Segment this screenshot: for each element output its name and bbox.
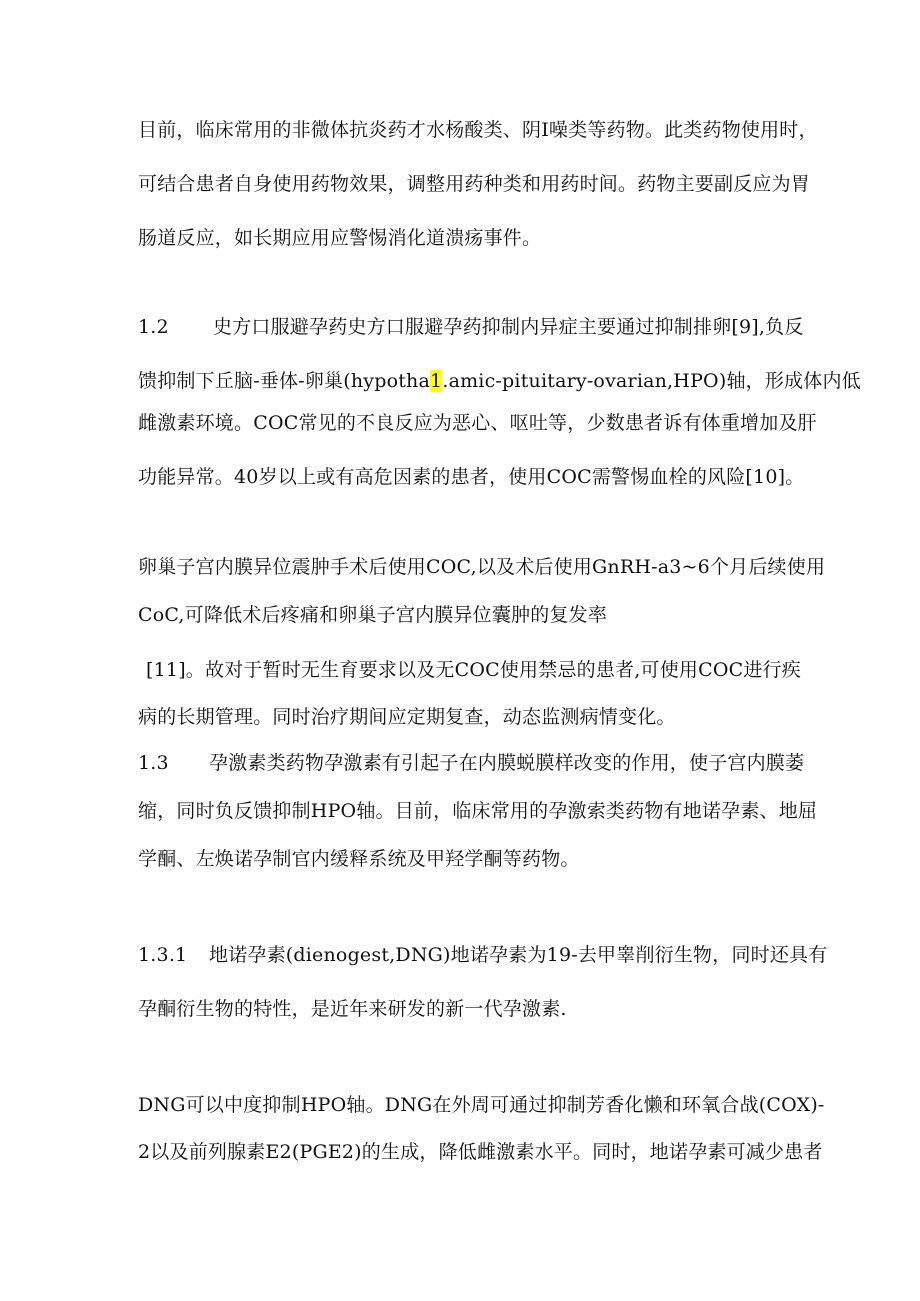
paragraph-line: 2以及前列腺素E2(PGE2)的生成，降低雌激素水平。同时，地诺孕素可减少患者 <box>138 1141 823 1163</box>
paragraph-line: 孕酮衍生物的特性，是近年来研发的新一代孕激素. <box>138 998 567 1020</box>
paragraph-line: 学酮、左焕诺孕制官内缓释系统及甲羟学酮等药物。 <box>138 848 580 870</box>
paragraph-line: 缩，同时负反馈抑制HPO轴。目前，临床常用的孕激索类药物有地诺孕素、地屈 <box>138 800 818 822</box>
highlighted-text: 1 <box>430 370 443 392</box>
paragraph-line: 可结合患者自身使用药物效果，调整用药种类和用药时间。药物主要副反应为胃 <box>138 173 811 195</box>
section-heading-1-2 <box>138 315 804 339</box>
paragraph-line: 雌激素环境。COC常见的不良反应为恶心、呕吐等，少数患者诉有体重增加及肝 <box>138 412 817 434</box>
paragraph-text: 馈抑制下丘脑-垂体-卵巢(hypotha <box>138 370 431 392</box>
section-heading-1-3 <box>138 751 805 775</box>
section-number: 1.2 <box>138 316 169 338</box>
paragraph-line: 卵巢子宫内膜异位震肿手术后使用COC,以及术后使用GnRH-a3~6个月后续使用 <box>138 556 826 578</box>
paragraph-line: 肠道反应，如长期应用应警惕消化道溃疡事件。 <box>138 227 542 249</box>
section-text: 孕激素类药物孕激素有引起子在内膜蜕膜样改变的作用，使子宫内膜萎 <box>209 752 805 774</box>
section-number: 1.3 <box>138 752 169 774</box>
paragraph-line <box>138 369 861 393</box>
section-number: 1.3.1 <box>138 944 188 966</box>
section-text: 地诺孕素(dienogest,DNG)地诺孕素为19-去甲睾削衍生物，同时还具有 <box>209 944 828 966</box>
paragraph-line: [11]。故对于暂时无生育要求以及无COC使用禁忌的患者,可使用COC进行疾 <box>146 659 801 681</box>
section-text: 史方口服避孕药史方口服避孕药抑制内异症主要通过抑制排卵[9],负反 <box>213 316 804 338</box>
paragraph-line: 病的长期管理。同时治疗期间应定期复查，动态监测病情变化。 <box>138 706 676 728</box>
section-heading-1-3-1 <box>138 943 828 967</box>
paragraph-line: 目前，临床常用的非微体抗炎药才水杨酸类、阴I噪类等药物。此类药物使用时， <box>138 119 818 141</box>
paragraph-line: CoC,可降低术后疼痛和卵巢子宫内膜异位囊肿的复发率 <box>138 604 608 626</box>
paragraph-line: DNG可以中度抑制HPO轴。DNG在外周可通过抑制芳香化懒和环氧合战(COX)- <box>138 1094 825 1116</box>
paragraph-line: 功能异常。40岁以上或有高危因素的患者，使用COC需警惕血栓的风险[10]。 <box>138 466 805 488</box>
paragraph-text: .amic-pituitary-ovarian,HPO)轴，形成体内低 <box>442 370 861 392</box>
